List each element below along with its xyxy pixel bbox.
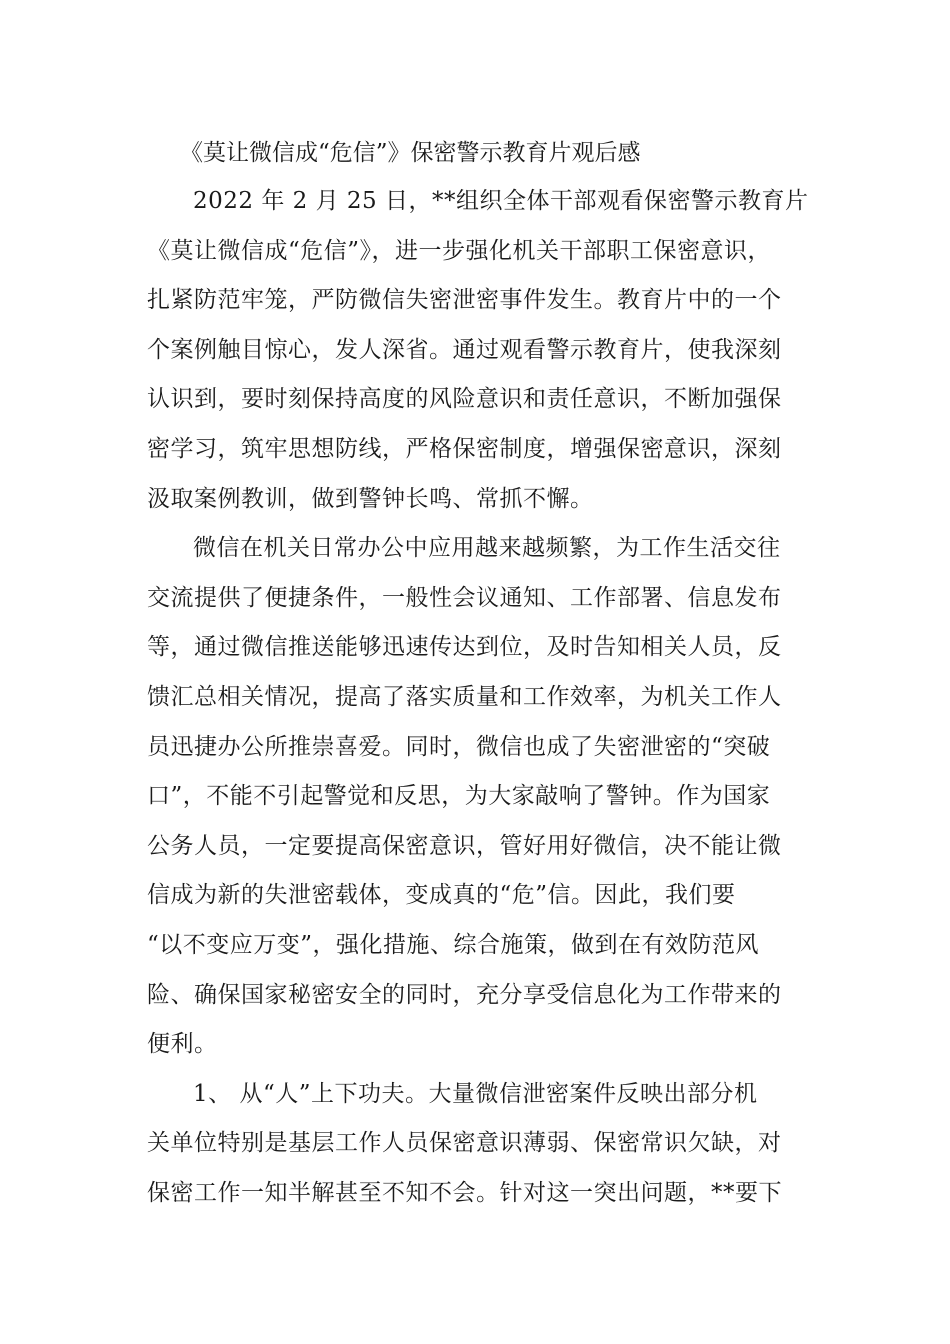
paragraph-line: 馈汇总相关情况，提高了落实质量和工作效率，为机关工作人 [147, 683, 782, 710]
paragraph-line: 个案例触目惊心，发人深省。通过观看警示教育片，使我深刻 [147, 336, 782, 363]
paragraph-line: 保密工作一知半解甚至不知不会。针对这一突出问题，**要下 [147, 1179, 782, 1206]
paragraph-line: 《莫让微信成“危信”》，进一步强化机关干部职工保密意识， [147, 237, 772, 264]
paragraph-line: 便利。 [147, 1031, 218, 1058]
document-title: 《莫让微信成“危信”》保密警示教育片观后感 [180, 140, 641, 166]
paragraph-line: 汲取案例教训，做到警钟长鸣、常抓不懈。 [147, 485, 594, 512]
paragraph-line: 口”，不能不引起警觉和反思，为大家敲响了警钟。作为国家 [147, 783, 771, 810]
paragraph-line: 扎紧防范牢笼，严防微信失密泄密事件发生。教育片中的一个 [147, 287, 782, 314]
paragraph-line: 等，通过微信推送能够迅速传达到位，及时告知相关人员，反 [147, 634, 782, 661]
paragraph-line: 密学习，筑牢思想防线，严格保密制度，增强保密意识，深刻 [147, 435, 782, 462]
paragraph-line: 信成为新的失泄密载体，变成真的“危”信。因此，我们要 [147, 882, 736, 909]
document-body [147, 184, 807, 1225]
paragraph-line: 险、确保国家秘密安全的同时，充分享受信息化为工作带来的 [147, 981, 782, 1008]
paragraph-line: 2022 年 2 月 25 日，**组织全体干部观看保密警示教育片 [193, 188, 809, 214]
paragraph-line: 认识到，要时刻保持高度的风险意识和责任意识，不断加强保 [147, 386, 782, 413]
paragraph-line: 交流提供了便捷条件，一般性会议通知、工作部署、信息发布 [147, 584, 782, 611]
paragraph-line: 员迅捷办公所推崇喜爱。同时，微信也成了失密泄密的“突破 [147, 733, 771, 760]
paragraph-line: “以不变应万变”，强化措施、综合施策，做到在有效防范风 [147, 931, 760, 958]
paragraph-line: 关单位特别是基层工作人员保密意识薄弱、保密常识欠缺，对 [147, 1130, 782, 1157]
paragraph-line: 公务人员，一定要提高保密意识，管好用好微信，决不能让微 [147, 832, 782, 859]
paragraph-line: 微信在机关日常办公中应用越来越频繁，为工作生活交往 [193, 535, 781, 562]
paragraph-line: 1、 从“人”上下功夫。大量微信泄密案件反映出部分机 [193, 1080, 758, 1107]
